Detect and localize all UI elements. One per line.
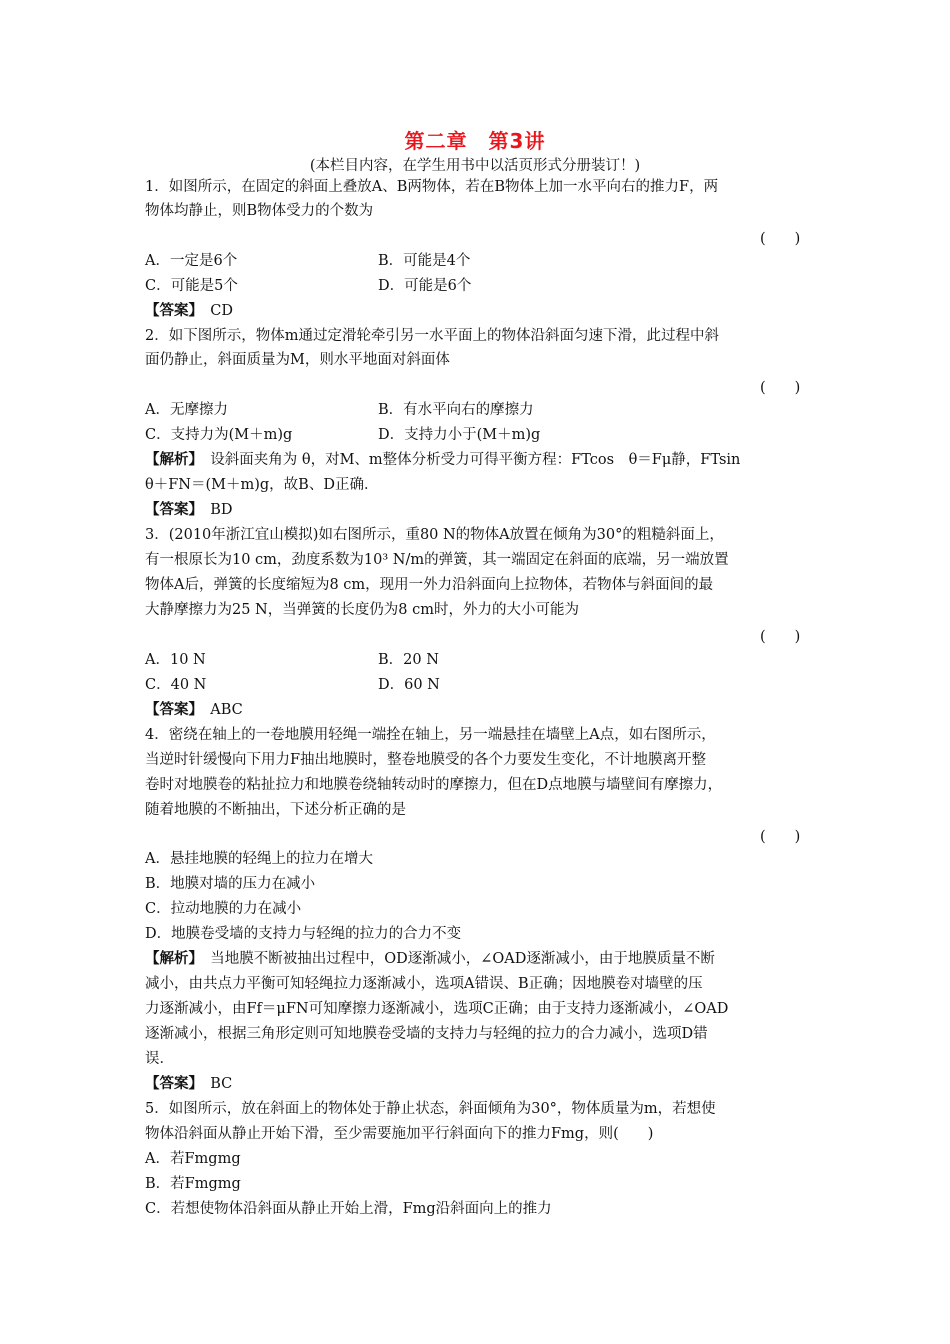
answer-value: ABC: [210, 702, 243, 718]
q4-option-b: B．地膜对墙的压力在减小: [145, 876, 316, 892]
q4-text-line: 4．密绕在轴上的一卷地膜用轻绳一端拴在轴上，另一端悬挂在墙壁上A点，如右图所示，: [145, 727, 716, 743]
q3-answer-paren: ( ): [760, 629, 801, 645]
q1-answer-paren: ( ): [760, 231, 801, 247]
answer-value: BC: [210, 1076, 233, 1092]
q4-analysis-line: 力逐渐减小，由Ff＝μFN可知摩擦力逐渐减小，选项C正确；由于支持力逐渐减小，∠OAD: [145, 1001, 729, 1017]
q4-answer: [145, 1074, 232, 1094]
chapter-subtitle: (本栏目内容，在学生用书中以活页形式分册装订！): [309, 158, 641, 174]
q2-text-line: 面仍静止，斜面质量为M，则水平地面对斜面体: [145, 352, 450, 368]
analysis-label: 【解析】: [145, 950, 196, 967]
q1-text-line: 1．如图所示，在固定的斜面上叠放A、B两物体，若在B物体上加一水平向右的推力F，两: [145, 179, 719, 195]
q3-text-line: 3．(2010年浙江宜山模拟)如右图所示，重80 N的物体A放置在倾角为30°的粗糙斜面上，: [145, 527, 724, 543]
answer-label: 【答案】: [145, 302, 196, 319]
q1-option-c: C．可能是5个: [145, 278, 238, 294]
q5-text-line: 5．如图所示，放在斜面上的物体处于静止状态，斜面倾角为30°，物体质量为m，若想使: [145, 1101, 716, 1117]
q2-analysis-line: θ＋FN＝(M＋m)g，故B、D正确．: [145, 477, 379, 493]
answer-value: CD: [210, 303, 233, 319]
analysis-text: 当地膜不断被抽出过程中，OD逐渐减小，∠OAD逐渐减小，由于地膜质量不断: [210, 951, 715, 967]
q2-option-d: D．支持力小于(M＋m)g: [378, 427, 541, 443]
q1-option-b: B．可能是4个: [378, 253, 471, 269]
q1-option-a: A．一定是6个: [145, 253, 238, 269]
q4-option-a: A．悬挂地膜的轻绳上的拉力在增大: [145, 851, 373, 867]
answer-label: 【答案】: [145, 501, 196, 518]
q4-text-line: 当逆时针缓慢向下用力F抽出地膜时，整卷地膜受的各个力要发生变化，不计地膜离开整: [145, 752, 707, 768]
chapter-title: 第二章 第3讲: [404, 129, 546, 153]
q3-option-b: B．20 N: [378, 652, 439, 668]
q3-option-a: A．10 N: [145, 652, 206, 668]
answer-label: 【答案】: [145, 701, 196, 718]
q5-text-line: 物体沿斜面从静止开始下滑，至少需要施加平行斜面向下的推力Fmg，则( ): [145, 1126, 654, 1142]
q1-text-line: 物体均静止，则B物体受力的个数为: [145, 203, 374, 219]
q3-text-line: 大静摩擦力为25 N，当弹簧的长度仍为8 cm时，外力的大小可能为: [145, 602, 579, 618]
q4-text-line: 卷时对地膜卷的粘扯拉力和地膜卷绕轴转动时的摩擦力，但在D点地膜与墙壁间有摩擦力，: [145, 777, 723, 793]
q3-option-d: D．60 N: [378, 677, 440, 693]
q4-answer-paren: ( ): [760, 829, 801, 845]
q4-text-line: 随着地膜的不断抽出，下述分析正确的是: [145, 802, 406, 818]
q2-answer-paren: ( ): [760, 380, 801, 396]
q3-text-line: 有一根原长为10 cm，劲度系数为10³ N/m的弹簧，其一端固定在斜面的底端，另一端放置: [145, 552, 729, 568]
q3-text-line: 物体A后，弹簧的长度缩短为8 cm，现用一外力沿斜面向上拉物体，若物体与斜面间的最: [145, 577, 714, 593]
q2-option-c: C．支持力为(M＋m)g: [145, 427, 293, 443]
q2-answer: [145, 500, 233, 520]
q3-answer: [145, 700, 243, 720]
q4-analysis-line: 逐渐减小，根据三角形定则可知地膜卷受墙的支持力与轻绳的拉力的合力减小，选项D错: [145, 1026, 708, 1042]
answer-value: BD: [210, 502, 233, 518]
q4-option-d: D．地膜卷受墙的支持力与轻绳的拉力的合力不变: [145, 926, 462, 942]
q2-option-b: B．有水平向右的摩擦力: [378, 402, 534, 418]
q1-answer: [145, 301, 233, 321]
q4-analysis-line: 误．: [145, 1051, 174, 1067]
q4-analysis: [145, 949, 715, 969]
q2-option-a: A．无摩擦力: [145, 402, 228, 418]
q4-option-c: C．拉动地膜的力在减小: [145, 901, 302, 917]
q2-text-line: 2．如下图所示，物体m通过定滑轮牵引另一水平面上的物体沿斜面匀速下滑，此过程中斜: [145, 328, 719, 344]
analysis-label: 【解析】: [145, 451, 196, 468]
q5-option-a: A．若Fmgmg: [145, 1151, 241, 1167]
q1-option-d: D．可能是6个: [378, 278, 472, 294]
q2-analysis: [145, 450, 740, 470]
answer-label: 【答案】: [145, 1075, 196, 1092]
q4-analysis-line: 减小，由共点力平衡可知轻绳拉力逐渐减小，选项A错误、B正确；因地膜卷对墙壁的压: [145, 976, 703, 992]
q5-option-c: C．若想使物体沿斜面从静止开始上滑，Fmg沿斜面向上的推力: [145, 1201, 552, 1217]
analysis-text: 设斜面夹角为 θ，对M、m整体分析受力可得平衡方程：FTcos θ＝Fμ静，FTsin: [210, 452, 741, 468]
q3-option-c: C．40 N: [145, 677, 207, 693]
q5-option-b: B．若Fmgmg: [145, 1176, 241, 1192]
